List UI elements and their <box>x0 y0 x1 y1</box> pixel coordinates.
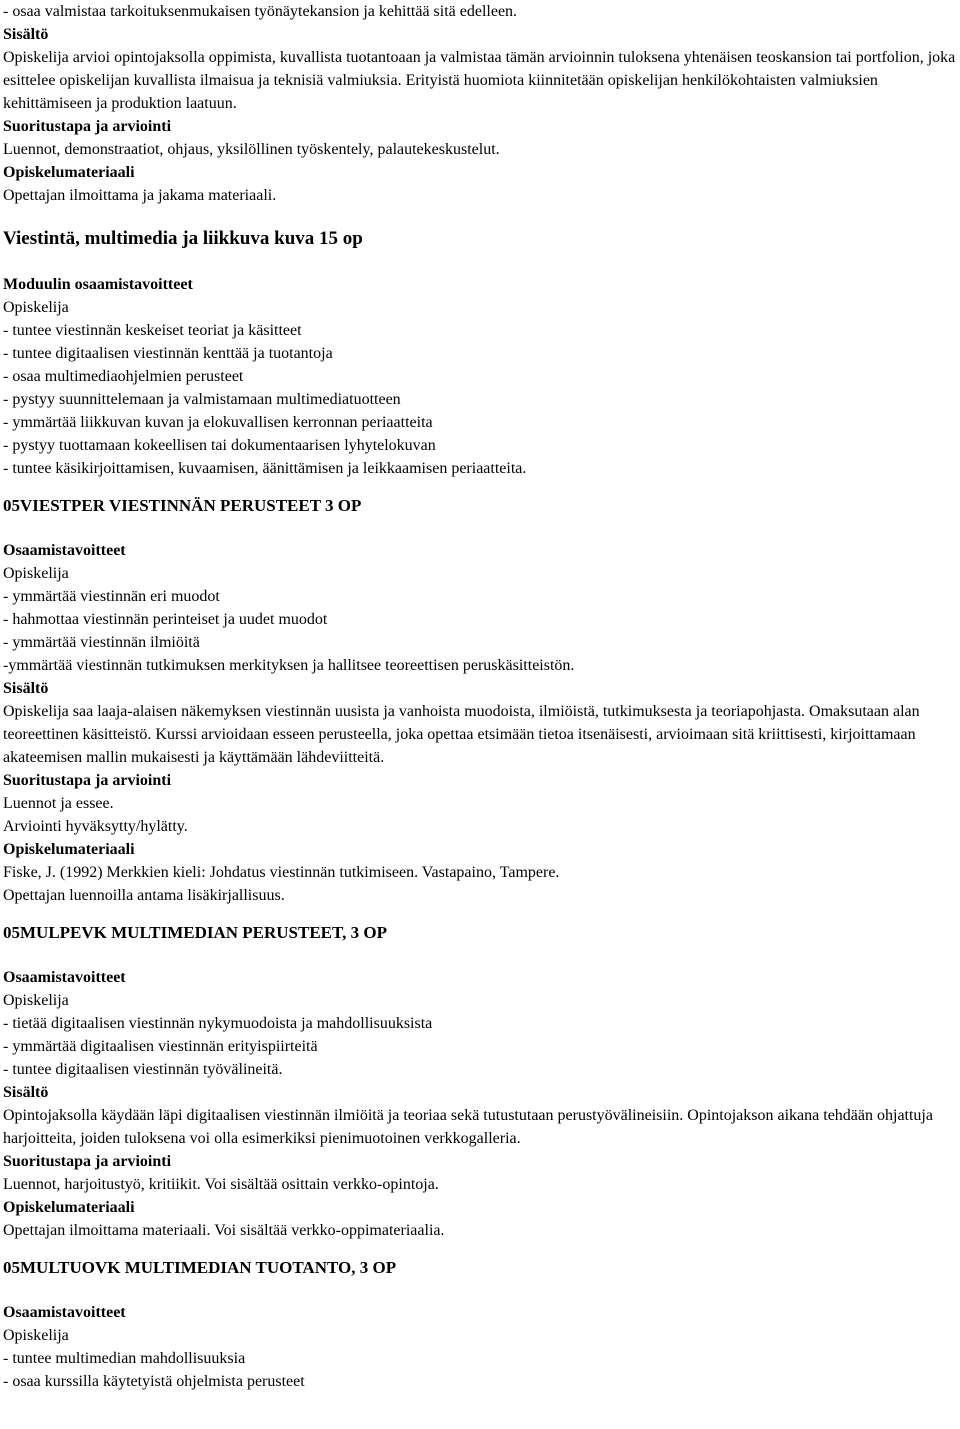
course-goal-item: - osaa kurssilla käytetyistä ohjelmista perusteet <box>3 1373 305 1390</box>
course-goal-item: - hahmottaa viestinnän perinteiset ja uudet muodot <box>3 611 328 628</box>
module-goal-item: - pystyy suunnittelemaan ja valmistamaan multimediatuotteen <box>3 391 401 408</box>
module-goal-item: - tuntee digitaalisen viestinnän kenttää ja tuotantoja <box>3 345 333 362</box>
course-goals-heading: Osaamistavoitteet <box>3 542 126 559</box>
course-goal-item: - ymmärtää digitaalisen viestinnän erityispiirteitä <box>3 1038 318 1055</box>
course-content-text: Opintojaksolla käydään läpi digitaalisen viestinnän ilmiöitä ja teoriaa sekä tutustutaan perustyövälineisiin. Opintojakson aikana tehdään ohjattuja harjoitteita, joiden tuloksena voi olla esimerkiksi pienimuotoinen verkkogalleria. <box>3 1107 933 1147</box>
intro-content-text: Opiskelija arvioi opintojaksolla oppimista, kuvallista tuotantoaan ja valmistaa tämän arvioinnin tuloksena yhtenäisen teoskansion tai portfolion, joka esittelee opiskelijan kuvallista ilmaisua ja teknisiä valmiuksia. Erityistä huomiota kiinnitetään opiskelijan henkilökohtaisten valmiuksien kehittämiseen ja produktion laatuun. <box>3 49 956 112</box>
course-method-line: Luennot, harjoitustyö, kritiikit. Voi sisältää osittain verkko-opintoja. <box>3 1176 439 1193</box>
course-goal-item: - ymmärtää viestinnän eri muodot <box>3 588 220 605</box>
course-section <box>3 1256 957 1393</box>
course-material-heading: Opiskelumateriaali <box>3 841 135 858</box>
module-goal-item: - osaa multimediaohjelmien perusteet <box>3 368 244 385</box>
course-goals-heading: Osaamistavoitteet <box>3 1304 126 1321</box>
course-material-line: Opettajan ilmoittama materiaali. Voi sisältää verkko-oppimateriaalia. <box>3 1222 445 1239</box>
intro-material-text: Opettajan ilmoittama ja jakama materiaali. <box>3 187 277 204</box>
module-goal-item: - ymmärtää liikkuvan kuvan ja elokuvallisen kerronnan periaatteita <box>3 414 433 431</box>
course-title: 05MULTUOVK MULTIMEDIAN TUOTANTO, 3 OP <box>3 1258 397 1277</box>
course-goals-heading: Osaamistavoitteet <box>3 969 126 986</box>
module-goal-item: - tuntee käsikirjoittamisen, kuvaamisen, äänittämisen ja leikkaamisen periaatteita. <box>3 460 527 477</box>
course-title: 05MULPEVK MULTIMEDIAN PERUSTEET, 3 OP <box>3 923 387 942</box>
course-method-heading: Suoritustapa ja arviointi <box>3 772 172 789</box>
intro-material-heading: Opiskelumateriaali <box>3 164 135 181</box>
course-method-line: Luennot ja essee. <box>3 795 114 812</box>
course-goal-item: - ymmärtää viestinnän ilmiöitä <box>3 634 200 651</box>
intro-section <box>3 0 957 207</box>
course-student-label: Opiskelija <box>3 992 69 1009</box>
course-content-text: Opiskelija saa laaja-alaisen näkemyksen viestinnän uusista ja vanhoista muodoista, ilmiöistä, tutkimuksesta ja teoriapohjasta. Omaksutaan alan teoreettinen käsitteistö. Kurssi arvioidaan esseen perusteella, joka opettaa etsimään tietoa itsenäisesti, arvioimaan sitä kriittisesti, kirjoittamaan akateemisen mallin mukaisesti ja käyttämään lähdeviitteitä. <box>3 703 920 766</box>
module-goals-heading: Moduulin osaamistavoitteet <box>3 276 193 293</box>
module-goal-item: - pystyy tuottamaan kokeellisen tai dokumentaarisen lyhytelokuvan <box>3 437 436 454</box>
course-method-line: Arviointi hyväksytty/hylätty. <box>3 818 188 835</box>
course-content-heading: Sisältö <box>3 1084 49 1101</box>
module-section <box>3 227 957 480</box>
course-method-heading: Suoritustapa ja arviointi <box>3 1153 172 1170</box>
course-section <box>3 494 957 907</box>
module-student-label: Opiskelija <box>3 299 69 316</box>
intro-top-line: - osaa valmistaa tarkoituksenmukaisen työnäytekansion ja kehittää sitä edelleen. <box>3 3 518 20</box>
course-goal-item: -ymmärtää viestinnän tutkimuksen merkityksen ja hallitsee teoreettisen peruskäsitteistön. <box>3 657 575 674</box>
module-title: Viestintä, multimedia ja liikkuva kuva 15 op <box>3 228 363 249</box>
course-content-heading: Sisältö <box>3 680 49 697</box>
course-student-label: Opiskelija <box>3 1327 69 1344</box>
course-material-line: Fiske, J. (1992) Merkkien kieli: Johdatus viestinnän tutkimiseen. Vastapaino, Tampere. <box>3 864 560 881</box>
course-material-heading: Opiskelumateriaali <box>3 1199 135 1216</box>
intro-method-text: Luennot, demonstraatiot, ohjaus, yksilöllinen työskentely, palautekeskustelut. <box>3 141 500 158</box>
course-section <box>3 921 957 1242</box>
intro-content-heading: Sisältö <box>3 26 49 43</box>
course-goal-item: - tuntee multimedian mahdollisuuksia <box>3 1350 246 1367</box>
course-title: 05VIESTPER VIESTINNÄN PERUSTEET 3 OP <box>3 496 362 515</box>
course-goal-item: - tuntee digitaalisen viestinnän työvälineitä. <box>3 1061 283 1078</box>
course-material-line: Opettajan luennoilla antama lisäkirjallisuus. <box>3 887 285 904</box>
course-goal-item: - tietää digitaalisen viestinnän nykymuodoista ja mahdollisuuksista <box>3 1015 433 1032</box>
intro-method-heading: Suoritustapa ja arviointi <box>3 118 172 135</box>
course-student-label: Opiskelija <box>3 565 69 582</box>
module-goal-item: - tuntee viestinnän keskeiset teoriat ja käsitteet <box>3 322 302 339</box>
